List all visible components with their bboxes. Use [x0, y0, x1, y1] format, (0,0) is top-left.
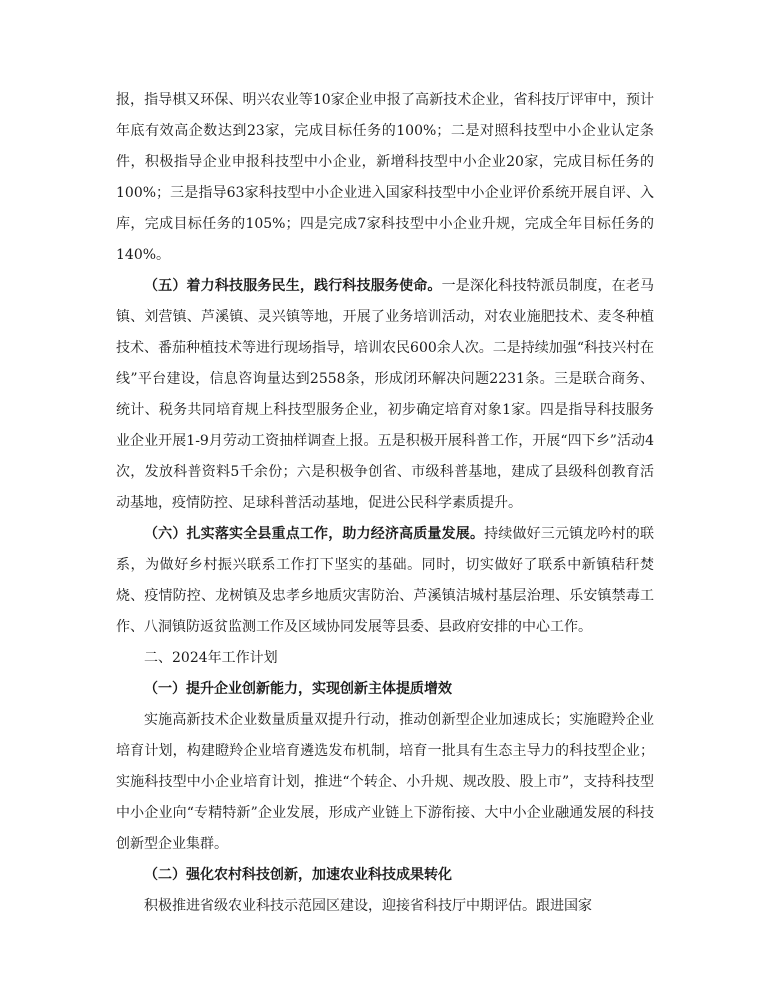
paragraph-section-6	[116, 519, 654, 643]
section-2-title: 二、2024年工作计划	[144, 650, 278, 666]
section-5-heading: （五）着力科技服务民生，践行科技服务使命。	[144, 278, 442, 294]
plan-heading-1: （一）提升企业创新能力，实现创新主体提质增效	[144, 681, 452, 697]
document-body	[116, 85, 654, 922]
paragraph-continuation: 报，指导棋又环保、明兴农业等10家企业申报了高新技术企业，省科技厅评审中，预计年底有效高企数达到23家，完成目标任务的100%；二是对照科技型中小企业认定条件，积极指导企业申报科技型中小企业，新增科技型中小企业20家，完成目标任务的100%；三是指导63家科技型中小企业进入国家科技型中小企业评价系统开展自评、入库，完成目标任务的105%；四是完成7家科技型中小企业升规，完成全年目标任务的140%。	[116, 92, 654, 263]
section-6-text: 持续做好三元镇龙吟村的联系，为做好乡村振兴联系工作打下坚实的基础。同时，切实做好了联系中新镇秸秆焚烧、疫情防控、龙树镇及忠孝乡地质灾害防治、芦溪镇洁城村基层治理、乐安镇禁毒工作、八洞镇防返贫监测工作及区域协同发展等县委、县政府安排的中心工作。	[116, 526, 655, 635]
section-6-heading: （六）扎实落实全县重点工作，助力经济高质量发展。	[144, 526, 485, 542]
section-5-text: 一是深化科技特派员制度，在老马镇、刘营镇、芦溪镇、灵兴镇等地，开展了业务培训活动，对农业施肥技术、麦冬种植技术、番茄种植技术等进行现场指导，培训农民600余人次。二是持续加强“科技兴村在线”平台建设，信息咨询量达到2558条，形成闭环解决问题2231条。三是联合商务、统计、税务共同培育规上科技型服务企业，初步确定培育对象1家。四是指导科技服务业企业开展1-9月劳动工资抽样调查上报。五是积极开展科普工作，开展“四下乡”活动4次，发放科普资料5千余份；六是积极争创省、市级科普基地，建成了县级科创教育活动基地，疫情防控、足球科普活动基地，促进公民科学素质提升。	[116, 278, 655, 511]
plan-paragraph-1: 实施高新技术企业数量质量双提升行动，推动创新型企业加速成长；实施瞪羚企业培育计划，构建瞪羚企业培育遴选发布机制，培育一批具有生态主导力的科技型企业；实施科技型中小企业培育计划，推进“个转企、小升规、规改股、股上市”，支持科技型中小企业向“专精特新”企业发展，形成产业链上下游衔接、大中小企业融通发展的科技创新型企业集群。	[116, 712, 654, 852]
plan-heading-2: （二）强化农村科技创新，加速农业科技成果转化	[144, 867, 452, 883]
plan-paragraph-2: 积极推进省级农业科技示范园区建设，迎接省科技厅中期评估。跟进国家	[144, 898, 592, 914]
paragraph-section-5	[116, 271, 654, 519]
